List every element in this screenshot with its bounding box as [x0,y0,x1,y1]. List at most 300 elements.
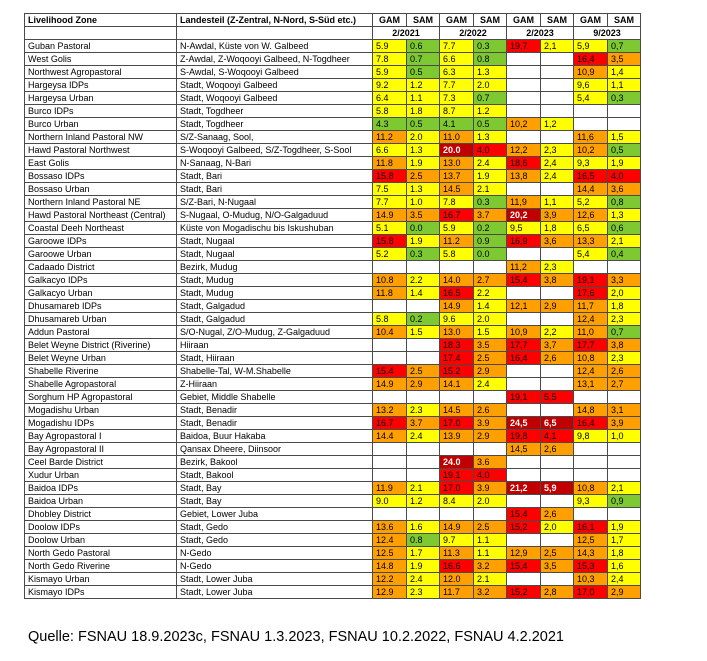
cell-gam-2022: 14.0 [440,274,474,287]
region-name: Stadt, Mudug [177,274,373,287]
cell-sam-2023-feb [541,495,574,508]
cell-sam-2021: 0.6 [407,40,440,53]
cell-gam-2022 [440,261,474,274]
cell-sam-2023-sep: 2,4 [608,573,641,586]
cell-sam-2023-sep: 0,5 [608,144,641,157]
cell-gam-2023-sep [574,508,608,521]
header-sam: SAM [407,14,440,27]
cell-sam-2023-feb: 2,0 [541,521,574,534]
cell-gam-2021 [373,456,407,469]
cell-sam-2021 [407,508,440,521]
cell-sam-2023-sep: 4,0 [608,170,641,183]
cell-sam-2023-sep [608,508,641,521]
table-row [25,326,641,339]
cell-gam-2023-feb [507,53,541,66]
cell-sam-2021: 0.5 [407,66,440,79]
table-row [25,404,641,417]
cell-gam-2021: 11.8 [373,287,407,300]
cell-sam-2023-sep [608,443,641,456]
cell-gam-2022: 16.5 [440,287,474,300]
zone-name: Bossaso IDPs [25,170,177,183]
cell-gam-2022: 18.3 [440,339,474,352]
cell-sam-2022: 0.8 [474,53,507,66]
region-name: Stadt, Bari [177,170,373,183]
cell-sam-2021: 2.2 [407,274,440,287]
cell-sam-2022: 4.0 [474,469,507,482]
cell-gam-2021: 12.9 [373,586,407,599]
cell-sam-2023-sep: 1,8 [608,300,641,313]
cell-gam-2022 [440,443,474,456]
table-row [25,508,641,521]
cell-gam-2023-sep: 9,3 [574,495,608,508]
cell-sam-2022: 2.0 [474,313,507,326]
cell-sam-2021: 1.2 [407,495,440,508]
cell-gam-2021: 15.8 [373,235,407,248]
cell-gam-2021: 16.7 [373,417,407,430]
region-name: Stadt, Togdheer [177,105,373,118]
table-row [25,92,641,105]
region-name: Hiiraan [177,339,373,352]
cell-gam-2023-sep [574,443,608,456]
cell-gam-2023-feb: 19,7 [507,40,541,53]
cell-sam-2021: 1.9 [407,235,440,248]
cell-sam-2023-sep [608,261,641,274]
cell-gam-2023-feb: 19,8 [507,430,541,443]
cell-sam-2023-sep: 2,1 [608,482,641,495]
cell-sam-2023-feb: 3,7 [541,339,574,352]
cell-gam-2023-sep: 6,5 [574,222,608,235]
cell-gam-2023-feb [507,92,541,105]
cell-sam-2022: 1.4 [474,300,507,313]
cell-gam-2023-sep [574,391,608,404]
cell-gam-2021: 12.5 [373,547,407,560]
cell-sam-2022: 0.3 [474,196,507,209]
cell-sam-2023-sep: 3,6 [608,183,641,196]
cell-sam-2022: 2.1 [474,573,507,586]
cell-sam-2021: 2.4 [407,430,440,443]
cell-sam-2023-sep: 1,0 [608,430,641,443]
zone-name: Hargeysa Urban [25,92,177,105]
cell-gam-2023-feb: 9,5 [507,222,541,235]
zone-name: Dhobley District [25,508,177,521]
cell-gam-2023-sep: 5,9 [574,40,608,53]
cell-gam-2021: 12.2 [373,573,407,586]
cell-sam-2023-sep: 2,9 [608,586,641,599]
cell-gam-2021 [373,391,407,404]
cell-gam-2021: 7.5 [373,183,407,196]
zone-name: Shabelle Riverine [25,365,177,378]
cell-sam-2021: 1.0 [407,196,440,209]
cell-sam-2021: 0.3 [407,248,440,261]
zone-name: Garoowe IDPs [25,235,177,248]
region-name: Küste von Mogadischu bis Iskushuban [177,222,373,235]
cell-sam-2023-sep: 0,7 [608,40,641,53]
cell-sam-2023-sep: 1,5 [608,131,641,144]
cell-gam-2023-sep: 19,1 [574,274,608,287]
cell-sam-2021: 1.3 [407,144,440,157]
cell-sam-2023-feb: 2,4 [541,157,574,170]
cell-gam-2022: 7.7 [440,40,474,53]
cell-sam-2023-feb: 2,4 [541,170,574,183]
cell-sam-2022: 0.0 [474,248,507,261]
cell-gam-2023-feb: 11,2 [507,261,541,274]
cell-gam-2023-sep: 10,8 [574,482,608,495]
region-name: Stadt, Galgadud [177,313,373,326]
cell-sam-2023-feb: 2,6 [541,508,574,521]
cell-sam-2022: 0.2 [474,222,507,235]
cell-gam-2023-feb: 15,2 [507,521,541,534]
cell-sam-2023-feb [541,79,574,92]
cell-sam-2023-feb: 2,2 [541,326,574,339]
cell-gam-2023-feb: 15,4 [507,508,541,521]
cell-gam-2021: 15.4 [373,365,407,378]
cell-gam-2023-feb [507,105,541,118]
cell-gam-2021 [373,508,407,521]
cell-gam-2021 [373,300,407,313]
cell-gam-2022: 12.0 [440,573,474,586]
cell-gam-2023-sep: 14,3 [574,547,608,560]
cell-gam-2022: 14.9 [440,300,474,313]
cell-gam-2023-sep: 5,4 [574,92,608,105]
zone-name: Galkacyo Urban [25,287,177,300]
cell-sam-2023-sep: 1,7 [608,534,641,547]
cell-gam-2023-sep: 17,6 [574,287,608,300]
cell-gam-2022: 20.0 [440,144,474,157]
cell-sam-2023-feb [541,131,574,144]
table-row [25,352,641,365]
cell-gam-2023-sep: 9,6 [574,79,608,92]
cell-gam-2023-sep: 16,5 [574,170,608,183]
cell-gam-2023-sep [574,469,608,482]
table-row [25,274,641,287]
cell-gam-2022: 16.6 [440,560,474,573]
cell-gam-2022: 16.7 [440,209,474,222]
cell-gam-2022: 6.6 [440,53,474,66]
cell-sam-2023-sep [608,105,641,118]
zone-name: Bay Agropastoral II [25,443,177,456]
cell-gam-2022: 6.3 [440,66,474,79]
zone-name: Dhusamareb IDPs [25,300,177,313]
cell-sam-2022: 1.1 [474,534,507,547]
region-name: Baidoa, Buur Hakaba [177,430,373,443]
cell-gam-2021: 5.2 [373,248,407,261]
cell-sam-2022: 2.0 [474,495,507,508]
table-row [25,196,641,209]
cell-gam-2023-sep: 16,1 [574,521,608,534]
cell-gam-2022: 14.5 [440,404,474,417]
cell-gam-2023-sep: 11,7 [574,300,608,313]
cell-sam-2022 [474,443,507,456]
cell-gam-2021 [373,261,407,274]
table-body [25,40,641,599]
cell-sam-2022: 3.2 [474,560,507,573]
header-gam: GAM [507,14,541,27]
cell-gam-2023-sep: 10,3 [574,573,608,586]
cell-gam-2023-feb: 10,2 [507,118,541,131]
cell-gam-2021: 5.8 [373,313,407,326]
cell-sam-2023-feb: 5,9 [541,482,574,495]
table-row [25,300,641,313]
table-row [25,53,641,66]
region-name: S/O-Nugal, Z/O-Mudug, Z-Galgaduud [177,326,373,339]
cell-gam-2023-feb: 16,4 [507,352,541,365]
region-name: Gebiet, Middle Shabelle [177,391,373,404]
cell-gam-2023-sep: 13,1 [574,378,608,391]
header-gam: GAM [574,14,608,27]
cell-gam-2021: 11.2 [373,131,407,144]
cell-gam-2023-sep: 12,6 [574,209,608,222]
cell-gam-2023-feb: 12,2 [507,144,541,157]
zone-name: North Gedo Pastoral [25,547,177,560]
cell-gam-2023-feb [507,404,541,417]
table-row [25,66,641,79]
cell-gam-2023-feb: 15,2 [507,586,541,599]
cell-sam-2021 [407,300,440,313]
cell-sam-2023-feb [541,92,574,105]
cell-gam-2022: 4.1 [440,118,474,131]
cell-gam-2022: 14.5 [440,183,474,196]
cell-sam-2023-feb: 5,5 [541,391,574,404]
table-row [25,313,641,326]
period-2023-sep: 9/2023 [574,27,641,40]
cell-sam-2021: 1.3 [407,183,440,196]
cell-sam-2022: 0.9 [474,235,507,248]
header-region: Landesteil (Z-Zentral, N-Nord, S-Süd etc.) [177,14,373,27]
cell-gam-2023-feb: 16,9 [507,235,541,248]
cell-sam-2023-sep [608,469,641,482]
cell-sam-2022 [474,391,507,404]
cell-sam-2023-sep: 0,8 [608,196,641,209]
cell-sam-2023-sep: 0,4 [608,248,641,261]
cell-gam-2022: 17.0 [440,482,474,495]
table-row [25,560,641,573]
cell-gam-2021: 6.6 [373,144,407,157]
zone-name: Dhusamareb Urban [25,313,177,326]
cell-sam-2023-feb [541,456,574,469]
region-name: N-Gedo [177,560,373,573]
cell-sam-2021: 1.9 [407,560,440,573]
cell-gam-2023-feb [507,378,541,391]
cell-sam-2022: 3.2 [474,586,507,599]
cell-gam-2021: 10.8 [373,274,407,287]
header-gam: GAM [373,14,407,27]
header-sam: SAM [541,14,574,27]
cell-sam-2023-feb [541,287,574,300]
region-name: Stadt, Lower Juba [177,573,373,586]
cell-sam-2022: 4.0 [474,144,507,157]
zone-name: Garoowe Urban [25,248,177,261]
region-name: Stadt, Woqooyi Galbeed [177,79,373,92]
cell-gam-2021: 14.8 [373,560,407,573]
cell-sam-2021: 1.4 [407,287,440,300]
cell-gam-2022: 13.0 [440,326,474,339]
cell-sam-2021: 1.5 [407,326,440,339]
cell-gam-2023-sep [574,118,608,131]
cell-gam-2021 [373,339,407,352]
table-row [25,417,641,430]
region-name: S/Z-Sanaag, Sool, [177,131,373,144]
table-row [25,391,641,404]
table-row [25,521,641,534]
zone-name: Addun Pastoral [25,326,177,339]
cell-gam-2021: 14.4 [373,430,407,443]
zone-name: Doolow IDPs [25,521,177,534]
region-name: Stadt, Hiiraan [177,352,373,365]
header-row [25,14,641,27]
zone-name: Bossaso Urban [25,183,177,196]
header-gam: GAM [440,14,474,27]
cell-sam-2023-feb: 2,1 [541,40,574,53]
region-name: Stadt, Galgadud [177,300,373,313]
period-2021: 2/2021 [373,27,440,40]
cell-sam-2023-sep: 2,3 [608,352,641,365]
cell-sam-2022: 1.9 [474,170,507,183]
cell-sam-2023-sep: 1,9 [608,157,641,170]
zone-name: Hawd Pastoral Northeast (Central) [25,209,177,222]
cell-gam-2023-sep: 16,4 [574,417,608,430]
cell-gam-2022: 15.2 [440,365,474,378]
zone-name: Burco Urban [25,118,177,131]
cell-sam-2021: 0.5 [407,118,440,131]
cell-sam-2021: 1.6 [407,521,440,534]
cell-sam-2023-feb: 3,9 [541,209,574,222]
header-zone: Livelihood Zone [25,14,177,27]
cell-sam-2023-feb [541,365,574,378]
table-row [25,287,641,300]
cell-gam-2021: 4.3 [373,118,407,131]
cell-sam-2021: 2.9 [407,378,440,391]
cell-sam-2023-sep: 3,9 [608,417,641,430]
cell-gam-2022: 13.9 [440,430,474,443]
cell-gam-2022: 11.2 [440,235,474,248]
table-row [25,495,641,508]
zone-name: Hargeysa IDPs [25,79,177,92]
cell-sam-2023-feb: 1,2 [541,118,574,131]
cell-gam-2023-feb: 12,1 [507,300,541,313]
table-row [25,105,641,118]
cell-gam-2023-sep: 10,2 [574,144,608,157]
header-sam: SAM [474,14,507,27]
cell-gam-2021: 7.8 [373,53,407,66]
cell-sam-2023-sep: 1,4 [608,66,641,79]
region-name: Bezirk, Mudug [177,261,373,274]
cell-sam-2022: 3.7 [474,209,507,222]
cell-gam-2023-sep: 11,0 [574,326,608,339]
region-name: Stadt, Benadir [177,404,373,417]
table-row [25,534,641,547]
table-row [25,573,641,586]
cell-sam-2023-sep: 0,7 [608,326,641,339]
region-name: N-Sanaag, N-Bari [177,157,373,170]
zone-name: Kismayo Urban [25,573,177,586]
cell-sam-2023-feb [541,469,574,482]
cell-sam-2022: 2.9 [474,430,507,443]
cell-gam-2022: 9.6 [440,313,474,326]
cell-sam-2021 [407,261,440,274]
cell-sam-2023-sep: 2,6 [608,365,641,378]
cell-sam-2023-feb: 3,6 [541,235,574,248]
cell-sam-2023-feb [541,53,574,66]
cell-gam-2023-feb [507,79,541,92]
zone-name: Baidoa Urban [25,495,177,508]
table-row [25,131,641,144]
cell-gam-2023-sep: 10,8 [574,352,608,365]
cell-gam-2023-feb: 18,6 [507,157,541,170]
cell-sam-2023-feb: 3,5 [541,560,574,573]
cell-sam-2023-sep: 1,3 [608,209,641,222]
cell-gam-2023-sep: 9,3 [574,157,608,170]
cell-gam-2022: 11.0 [440,131,474,144]
table-row [25,261,641,274]
cell-sam-2022: 2.9 [474,365,507,378]
region-name: Stadt, Bari [177,183,373,196]
cell-gam-2021: 5.9 [373,66,407,79]
zone-name: Galkacyo IDPs [25,274,177,287]
cell-sam-2023-feb [541,248,574,261]
cell-gam-2023-feb [507,456,541,469]
cell-sam-2022 [474,508,507,521]
cell-gam-2023-feb: 15,4 [507,274,541,287]
cell-sam-2023-sep: 2,1 [608,235,641,248]
cell-sam-2022: 2.4 [474,157,507,170]
cell-gam-2021: 5.1 [373,222,407,235]
zone-name: Sorghum HP Agropastoral [25,391,177,404]
cell-gam-2023-sep: 9,8 [574,430,608,443]
cell-gam-2023-feb: 24,5 [507,417,541,430]
cell-sam-2021 [407,456,440,469]
zone-name: Xudur Urban [25,469,177,482]
table-row [25,118,641,131]
zone-name: Ceel Barde District [25,456,177,469]
cell-gam-2022: 14.1 [440,378,474,391]
cell-gam-2023-sep [574,105,608,118]
cell-sam-2021: 2.4 [407,573,440,586]
cell-sam-2021: 3.7 [407,417,440,430]
cell-sam-2022: 3.6 [474,456,507,469]
cell-sam-2022: 2.1 [474,183,507,196]
cell-sam-2022: 2.4 [474,378,507,391]
table-row [25,339,641,352]
cell-sam-2022: 0.7 [474,92,507,105]
cell-gam-2022: 7.8 [440,196,474,209]
period-blank [177,27,373,40]
cell-gam-2021 [373,443,407,456]
region-name: Z-Awdal, Z-Woqooyi Galbeed, N-Togdheer [177,53,373,66]
cell-gam-2021: 11.9 [373,482,407,495]
cell-gam-2022: 9.7 [440,534,474,547]
cell-sam-2022: 2.7 [474,274,507,287]
cell-gam-2023-feb [507,287,541,300]
cell-gam-2023-sep: 17,7 [574,339,608,352]
cell-sam-2023-sep: 3,5 [608,53,641,66]
cell-sam-2023-sep: 1,8 [608,547,641,560]
cell-gam-2021: 6.4 [373,92,407,105]
cell-sam-2023-sep: 1,1 [608,79,641,92]
table-row [25,235,641,248]
zone-name: Baidoa IDPs [25,482,177,495]
cell-sam-2022: 2.0 [474,79,507,92]
zone-name: North Gedo Riverine [25,560,177,573]
cell-sam-2021: 1.9 [407,157,440,170]
region-name: Stadt, Bay [177,495,373,508]
cell-sam-2023-feb: 2,6 [541,352,574,365]
cell-sam-2023-feb [541,404,574,417]
cell-gam-2022: 7.7 [440,79,474,92]
cell-sam-2022: 2.5 [474,352,507,365]
table-row [25,40,641,53]
cell-gam-2023-sep: 14,8 [574,404,608,417]
cell-sam-2022: 0.5 [474,118,507,131]
